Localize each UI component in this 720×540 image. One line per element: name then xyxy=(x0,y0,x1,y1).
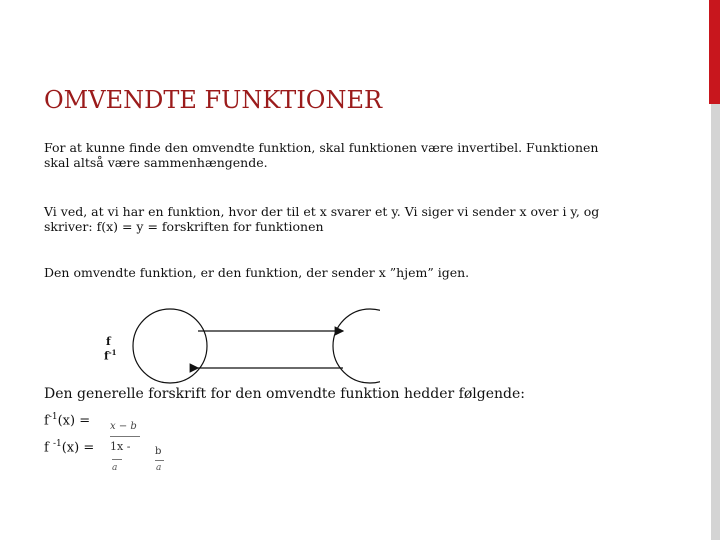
label-f: f xyxy=(106,335,111,348)
formula1-exp: -1 xyxy=(48,412,58,422)
paragraph-invertible: For at kunne finde den omvendte funktion, skal funktionen være invertibel. Funktionen skal altså være sammenhængende. xyxy=(44,140,599,170)
accent-bar-red xyxy=(709,0,720,104)
formula1-fraction-bar xyxy=(110,436,140,437)
formula2-prefix: f xyxy=(44,440,53,456)
formula1-suffix: (x) = xyxy=(57,413,91,429)
formula2-term1: 1x - xyxy=(110,440,131,453)
mapping-diagram xyxy=(100,308,380,388)
slide-title: OMVENDTE FUNKTIONER xyxy=(44,86,383,114)
label-f-inverse-exp: -1 xyxy=(108,348,117,357)
label-f-inverse xyxy=(104,348,117,363)
formula2-term2-numerator: b xyxy=(155,446,162,457)
formula2-term1-denominator: a xyxy=(112,463,118,473)
formula2-suffix: (x) = xyxy=(61,440,95,456)
formula-2 xyxy=(44,439,94,455)
formula-1 xyxy=(44,412,90,428)
paragraph-inverse: Den omvendte funktion, er den funktion, der sender x ”hjem” igen. xyxy=(44,265,470,280)
accent-bar xyxy=(709,0,720,540)
formula2-term1-bar xyxy=(112,459,122,460)
formula2-term2-bar xyxy=(155,460,164,461)
formula1-numerator: x − b xyxy=(110,421,137,432)
paragraph-function: Vi ved, at vi har en funktion, hvor der til et x svarer et y. Vi siger vi sender x over i y, og skriver: f(x) = y = forskriften for funktionen xyxy=(44,204,600,234)
formula2-term2-denominator: a xyxy=(156,463,162,473)
general-formula-text: Den generelle forskrift for den omvendte funktion hedder følgende: xyxy=(44,386,525,402)
codomain-circle xyxy=(333,309,380,383)
domain-circle xyxy=(133,309,207,383)
formula2-exp: -1 xyxy=(52,439,62,449)
formula1-prefix: f xyxy=(44,413,49,429)
label-f-inverse-base: f xyxy=(104,349,109,363)
